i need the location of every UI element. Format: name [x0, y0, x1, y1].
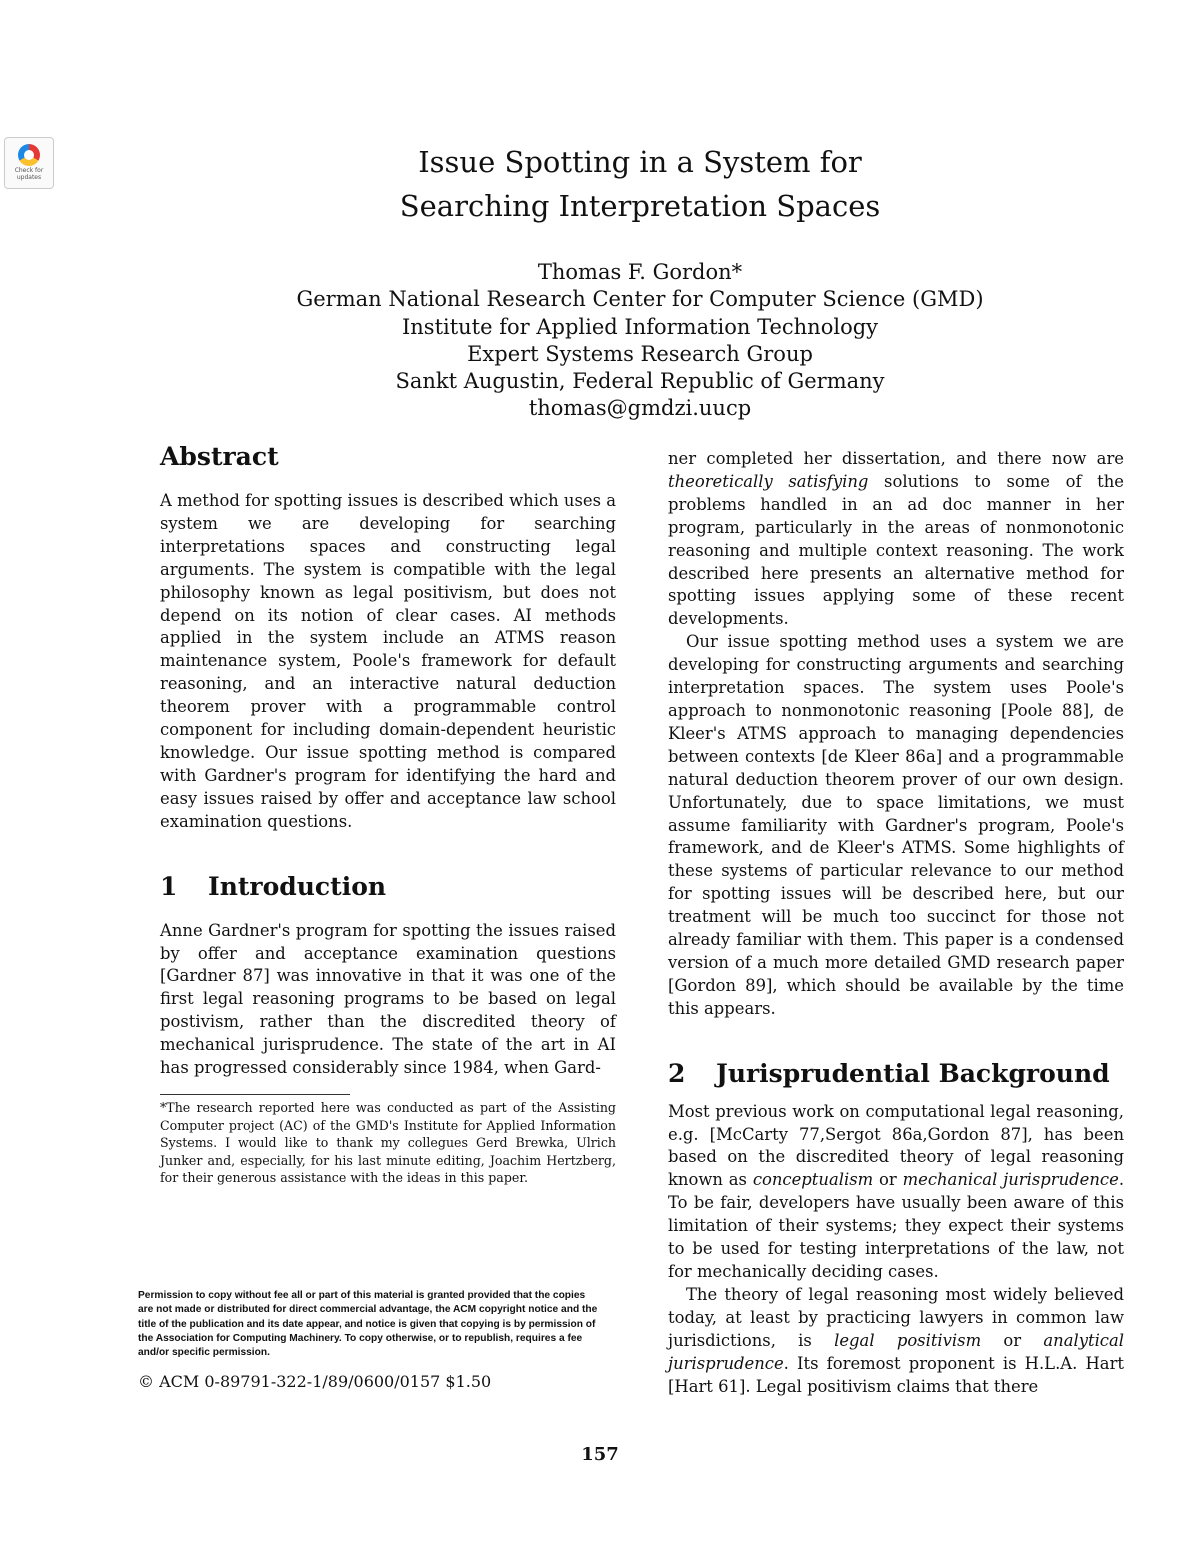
text-run: . To be fair, developers have usually been aware of this limitation of their systems; they expect their systems to be used for testing interpretations of the law, not for mechanically deciding cases.	[668, 1170, 1125, 1281]
emphasis: conceptualism	[752, 1170, 874, 1190]
emphasis: mechanical jurisprudence	[902, 1170, 1119, 1190]
affiliation-line: Institute for Applied Information Technology	[401, 314, 879, 339]
paper-title	[290, 140, 990, 228]
text-run: ner completed her dissertation, and there now are	[668, 449, 1124, 468]
emphasis: analytical jurisprudence	[668, 1330, 1124, 1373]
check-for-updates-badge[interactable]	[4, 137, 54, 189]
section-1-heading	[160, 872, 616, 902]
paragraph	[668, 1284, 1124, 1399]
crossmark-icon	[18, 144, 40, 166]
paragraph: Our issue spotting method uses a system we are developing for constructing arguments and searching interpretation spaces. The system uses Poole's approach to nonmonotonic reasoning [Poole 88], de Kleer's ATMS approach to managing dependencies between contexts [de Kleer 86a] and a programmable natural deduction theorem prover of our own design. Unfortunately, due to space limitations, we must assume familiarity with Gardner's program, Poole's framework, and de Kleer's ATMS. Some highlights of these systems of particular relevance to our method for spotting issues will be described here, but our treatment will be much too succinct for those not already familiar with them. This paper is a condensed version of a much more detailed GMD research paper [Gordon 89], which should be available by the time this appears.	[668, 632, 1124, 1018]
acm-copyright-line: © ACM 0-89791-322-1/89/0600/0157 $1.50	[138, 1372, 492, 1391]
author-name: Thomas F. Gordon*	[537, 260, 743, 284]
emphasis: legal positivism	[834, 1330, 982, 1350]
section-number: 2	[668, 1058, 686, 1088]
author-email: thomas@gmdzi.uucp	[528, 396, 752, 421]
affiliation-line: Sankt Augustin, Federal Republic of Germany	[395, 369, 885, 394]
title-line-2: Searching Interpretation Spaces	[399, 189, 881, 223]
text-run: Most previous work on computational legal reasoning, e.g. [McCarty 77,Sergot 86a,Gordon 87], has been based on the discredited theory of legal reasoning known as	[668, 1101, 1124, 1190]
section-number: 1	[160, 871, 178, 901]
text-run: The theory of legal reasoning most widely believed today, at least by practicing lawyers in common law jurisdictions, is	[668, 1284, 1124, 1350]
section-title: Introduction	[208, 871, 387, 901]
intro-paragraph: Anne Gardner's program for spotting the issues raised by offer and acceptance examination questions [Gardner 87] was innovative in that it was one of the first legal reasoning programs to be based on legal postivism, rather than the discredited theory of mechanical jurisprudence. The state of the art in AI has progressed considerably since 1984, when Gard-	[160, 920, 616, 1078]
paragraph	[668, 1101, 1124, 1284]
text-run: or	[981, 1330, 1044, 1350]
page-number: 157	[581, 1444, 619, 1465]
section-title: Jurisprudential Background	[716, 1058, 1110, 1088]
author-block	[240, 259, 1040, 423]
right-column	[668, 448, 1124, 1398]
footnote-rule	[160, 1094, 350, 1095]
section-2-heading	[668, 1059, 1124, 1089]
text-run: . Its foremost proponent is H.L.A. Hart [Hart 61]. Legal positivism claims that there	[668, 1353, 1124, 1396]
text-run: or	[873, 1170, 903, 1190]
emphasis: theoretically satisfying	[668, 471, 869, 491]
abstract-heading: Abstract	[160, 442, 279, 471]
affiliation-line: German National Research Center for Computer Science (GMD)	[296, 287, 984, 312]
text-run: solutions to some of the problems handled in an ad doc manner in her program, particularly in the areas of nonmonotonic reasoning and multiple context reasoning. The work described here presents an alternative method for spotting issues applying some of these recent developments.	[668, 471, 1125, 629]
left-column	[160, 442, 616, 1187]
permission-notice: Permission to copy without fee all or part of this material is granted provided that the copies are not made or distributed for direct commercial advantage, the ACM copyright notice and the title of the publication and its date appear, and notice is given that copying is by permission of the Association for Computing Machinery. To copy otherwise, or to republish, requires a fee and/or specific permission.	[138, 1290, 598, 1359]
abstract-text: A method for spotting issues is described which uses a system we are developing for searching interpretations spaces and constructing legal arguments. The system is compatible with the legal philosophy known as legal positivism, but does not depend on its notion of clear cases. AI methods applied in the system include an ATMS reason maintenance system, Poole's framework for default reasoning, and an interactive natural deduction theorem prover with a programmable control component for including domain-dependent heuristic knowledge. Our issue spotting method is compared with Gardner's program for identifying the hard and easy issues raised by offer and acceptance law school examination questions.	[160, 491, 616, 831]
badge-label: Check for updates	[14, 167, 44, 181]
paragraph	[668, 448, 1124, 631]
title-line-1: Issue Spotting in a System for	[418, 145, 862, 179]
affiliation-line: Expert Systems Research Group	[467, 341, 813, 366]
footnote: *The research reported here was conducted as part of the Assisting Computer project (AC) of the GMD's Institute for Applied Information Systems. I would like to thank my collegues Gerd Brewka, Ulrich Junker and, especially, for his last minute editing, Joachim Hertzberg, for their generous assistance with the ideas in this paper.	[160, 1099, 616, 1186]
